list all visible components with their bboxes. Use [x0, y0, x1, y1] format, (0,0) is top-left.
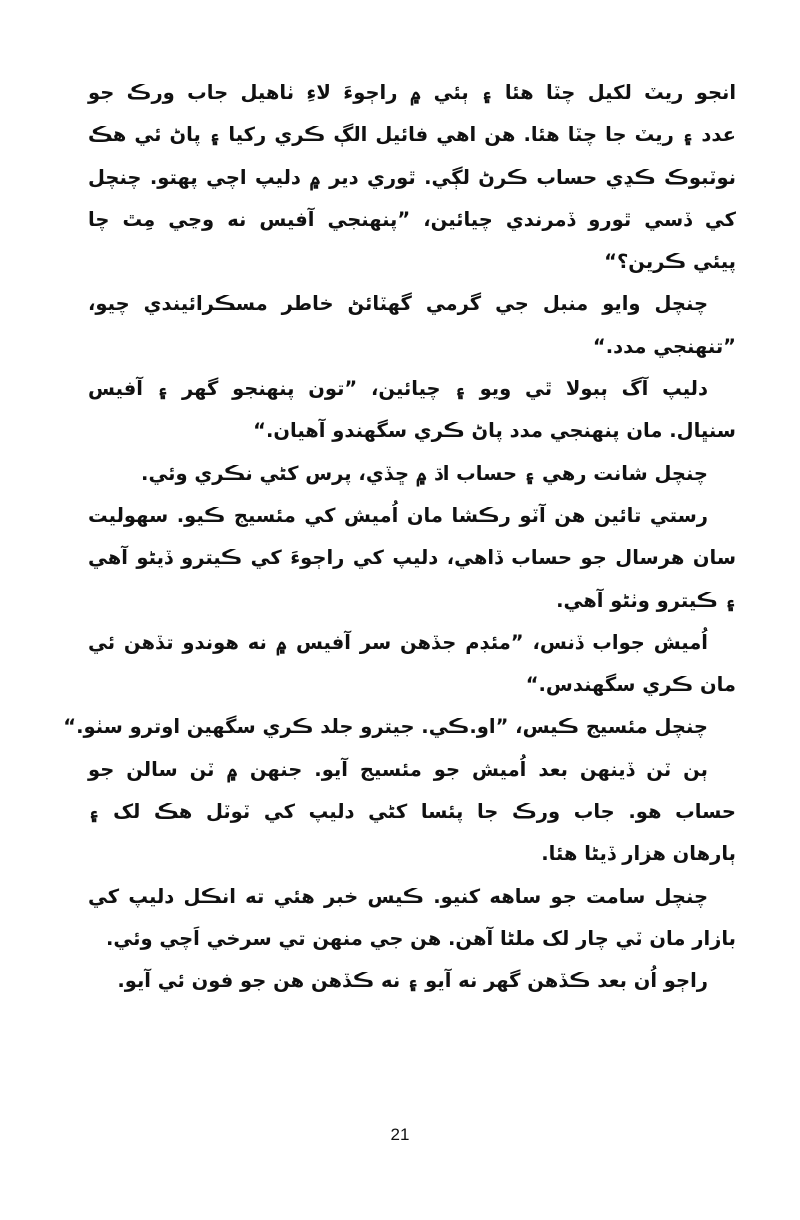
text-line-5: پيئي ڪرين؟“	[604, 250, 736, 274]
text-line-22: راڄو اُن بعد ڪڏهن گهر نه آيو ۽ نه ڪڏهن هن جو فون ئي آيو.	[117, 969, 708, 993]
text-line-21: بازار مان ٽي چار لک ملڻا آهن. هن جي منهن تي سرخي اَچي وئي.	[106, 926, 736, 950]
text-line-14: اُميش جواب ڏنس، ”مئڊم جڏهن سر آفيس ۾ نه هوندو تڏهن ئي	[88, 630, 708, 654]
text-line-4: کي ڏسي ٿورو ڏمرندي چيائين، ”پنهنجي آفيس نه وڃي مِٿ چا	[88, 207, 736, 231]
text-line-1: انجو ريٽ لکيل چٽا هئا ۽ ٻئي ۾ راڄوءَ لاءِ ٺاهيل جاب ورڪ جو	[88, 81, 736, 104]
text-line-20: چنچل سامت جو ساهه کنيو. ڪيس خبر هئي ته انڪل دليپ کي	[88, 884, 708, 908]
text-line-10: چنچل شانت رهي ۽ حساب اڌ ۾ ڇڏي، پرس کڻي نڪري وئي.	[141, 461, 708, 485]
text-line-3: نوٽبوڪ ڪڍي حساب ڪرڻ لڳي. ٿوري دير ۾ دليپ اچي پهتو. چنچل	[88, 165, 736, 189]
text-line-18: حساب هو. جاب ورڪ جا پئسا کڻي دليپ کي ٽوٽل هڪ لک ۽	[88, 800, 736, 824]
text-line-8: دليپ آگ ٻبولا ٿي ويو ۽ چيائين، ”تون پنهنجو گهر ۽ آفيس	[88, 377, 708, 401]
text-line-12: سان هرسال جو حساب ڏاهي، دليپ کي راڄوءَ کي ڪيترو ڏيڻو آهي	[88, 546, 736, 570]
page-number: 21	[390, 1125, 410, 1144]
text-line-6: چنچل وايو منبل جي گرمي گهٽائڻ خاطر مسڪرائيندي چيو،	[88, 292, 708, 316]
text-line-9: سنڀال. مان پنهنجي مدد پاڻ ڪري سگهندو آهيان.“	[253, 419, 736, 443]
text-line-15: مان ڪري سگهندس.“	[525, 673, 736, 697]
page-body	[63, 72, 736, 1003]
text-line-19: ٻارهان هزار ڏيڻا هئا.	[541, 842, 736, 866]
text-line-2: عدد ۽ ريٽ جا چٽا هئا. هن اهي فائيل الڳ ڪري رکيا ۽ پاڻ ئي هڪ	[88, 123, 736, 147]
text-line-16: چنچل مئسيج ڪيس، ”او.ڪي. جيترو جلد ڪري سگهين اوترو سٺو.“	[63, 715, 708, 739]
text-line-7: ”تنهنجي مدد.“	[592, 334, 736, 358]
text-line-17: ٻن ٽن ڏينهن بعد اُميش جو مئسيج آيو. جنهن ۾ ٽن سالن جو	[88, 757, 708, 781]
text-line-11: رستي تائين هن آٽو رڪشا مان اُميش کي مئسيج ڪيو. سهوليت	[88, 503, 708, 527]
text-line-13: ۽ ڪيترو وٺڻو آهي.	[556, 588, 736, 612]
